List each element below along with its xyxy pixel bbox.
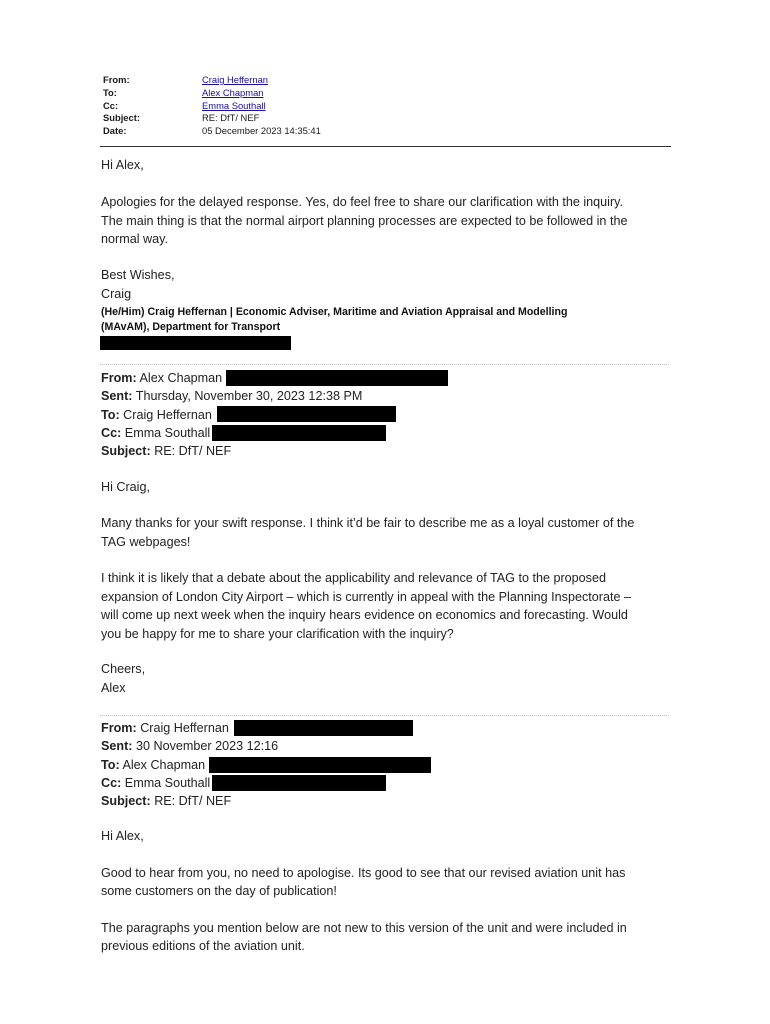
msg2-para2-line4: you be happy for me to share your clarification with the inquiry? — [101, 626, 454, 641]
msg3-subject-line — [101, 792, 231, 810]
msg2-cc-value: Emma Southall — [124, 425, 211, 440]
signature-line1: (He/Him) Craig Heffernan | Economic Adviser, Maritime and Aviation Appraisal and Modelling — [101, 306, 568, 318]
msg2-name: Alex — [101, 680, 126, 695]
header-cc-label: Cc: — [103, 99, 119, 111]
msg2-para2-line3: will come up next week when the inquiry hears evidence on economics and forecasting. Would — [101, 608, 628, 622]
msg3-from-label: From: — [101, 721, 137, 735]
msg3-from-line — [101, 719, 229, 737]
reply1-para1-line2: The main thing is that the normal airport planning processes are expected to be followed in the — [101, 213, 628, 228]
msg3-sent-line — [101, 737, 278, 755]
msg2-para2-line1: I think it is likely that a debate about the applicability and relevance of TAG to the proposed — [101, 571, 606, 585]
header-date-value: 05 December 2023 14:35:41 — [202, 125, 321, 137]
msg2-subject-line — [101, 442, 231, 460]
header-subject-label: Subject: — [103, 112, 140, 124]
redaction-block — [209, 757, 431, 773]
header-date-label: Date: — [103, 125, 127, 137]
msg3-para2-line2: previous editions of the aviation unit. — [101, 939, 305, 953]
msg2-greeting: Hi Craig, — [101, 480, 150, 494]
msg2-cc-line — [101, 424, 210, 442]
redaction-block — [212, 425, 386, 441]
redaction-block — [217, 406, 396, 422]
msg3-greeting: Hi Alex, — [101, 829, 144, 843]
reply1-name: Craig — [101, 286, 132, 301]
msg2-from-value: Alex Chapman — [139, 371, 223, 385]
redaction-block — [234, 720, 413, 736]
msg2-sent-value: Thursday, November 30, 2023 12:38 PM — [135, 389, 363, 404]
msg2-subject-value: RE: DfT/ NEF — [154, 444, 232, 459]
msg3-from-value: Craig Heffernan — [140, 721, 229, 735]
msg2-sent-line — [101, 387, 362, 405]
header-cc-link[interactable]: Emma Southall — [202, 99, 266, 111]
msg2-subject-label: Subject: — [101, 444, 151, 459]
reply1-greeting: Hi Alex, — [101, 158, 144, 172]
msg3-subject-label: Subject: — [101, 794, 151, 809]
msg3-to-line — [101, 756, 205, 774]
msg3-para1-line2: some customers on the day of publication! — [101, 884, 337, 898]
header-subject-value: RE: DfT/ NEF — [202, 112, 260, 124]
redaction-block — [100, 336, 291, 350]
msg3-cc-line — [101, 774, 210, 792]
reply1-closing: Best Wishes, — [101, 268, 175, 282]
redaction-block — [226, 370, 448, 386]
signature-line2: (MAvAM), Department for Transport — [101, 321, 281, 333]
msg2-from-line — [101, 369, 222, 387]
header-to-label: To: — [103, 86, 117, 98]
msg2-to-line — [101, 406, 212, 424]
msg2-to-value: Craig Heffernan — [123, 407, 212, 422]
header-to-link[interactable]: Alex Chapman — [202, 86, 264, 98]
header-from-link[interactable]: Craig Heffernan — [202, 74, 269, 85]
redaction-block — [212, 775, 386, 791]
header-divider — [100, 146, 671, 147]
msg2-sent-label: Sent: — [101, 389, 133, 404]
msg2-para2-line2: expansion of London City Airport – which is currently in appeal with the Planning Inspectorate – — [101, 589, 631, 604]
message-separator — [100, 364, 669, 365]
msg3-subject-value: RE: DfT/ NEF — [154, 794, 232, 809]
message-separator — [100, 715, 669, 716]
header-from-label: From: — [103, 74, 130, 85]
msg2-cc-label: Cc: — [101, 425, 122, 440]
msg3-to-label: To: — [101, 757, 120, 772]
msg3-para1-line1: Good to hear from you, no need to apologise. Its good to see that our revised aviation unit has — [101, 865, 626, 880]
msg2-to-label: To: — [101, 407, 120, 422]
msg3-to-value: Alex Chapman — [122, 757, 206, 772]
reply1-para1-line1: Apologies for the delayed response. Yes, do feel free to share our clarification with the inquiry. — [101, 195, 624, 209]
msg3-para2-line1: The paragraphs you mention below are not new to this version of the unit and were included in — [101, 920, 627, 935]
msg2-para1-line1: Many thanks for your swift response. I think it’d be fair to describe me as a loyal customer of the — [101, 516, 635, 530]
msg2-para1-line2: TAG webpages! — [101, 534, 191, 549]
reply1-para1-line3: normal way. — [101, 232, 168, 246]
msg3-cc-value: Emma Southall — [124, 775, 211, 790]
msg3-cc-label: Cc: — [101, 775, 122, 790]
msg3-sent-value: 30 November 2023 12:16 — [135, 739, 279, 754]
msg2-closing: Cheers, — [101, 662, 146, 676]
msg3-sent-label: Sent: — [101, 739, 133, 754]
msg2-from-label: From: — [101, 371, 137, 385]
